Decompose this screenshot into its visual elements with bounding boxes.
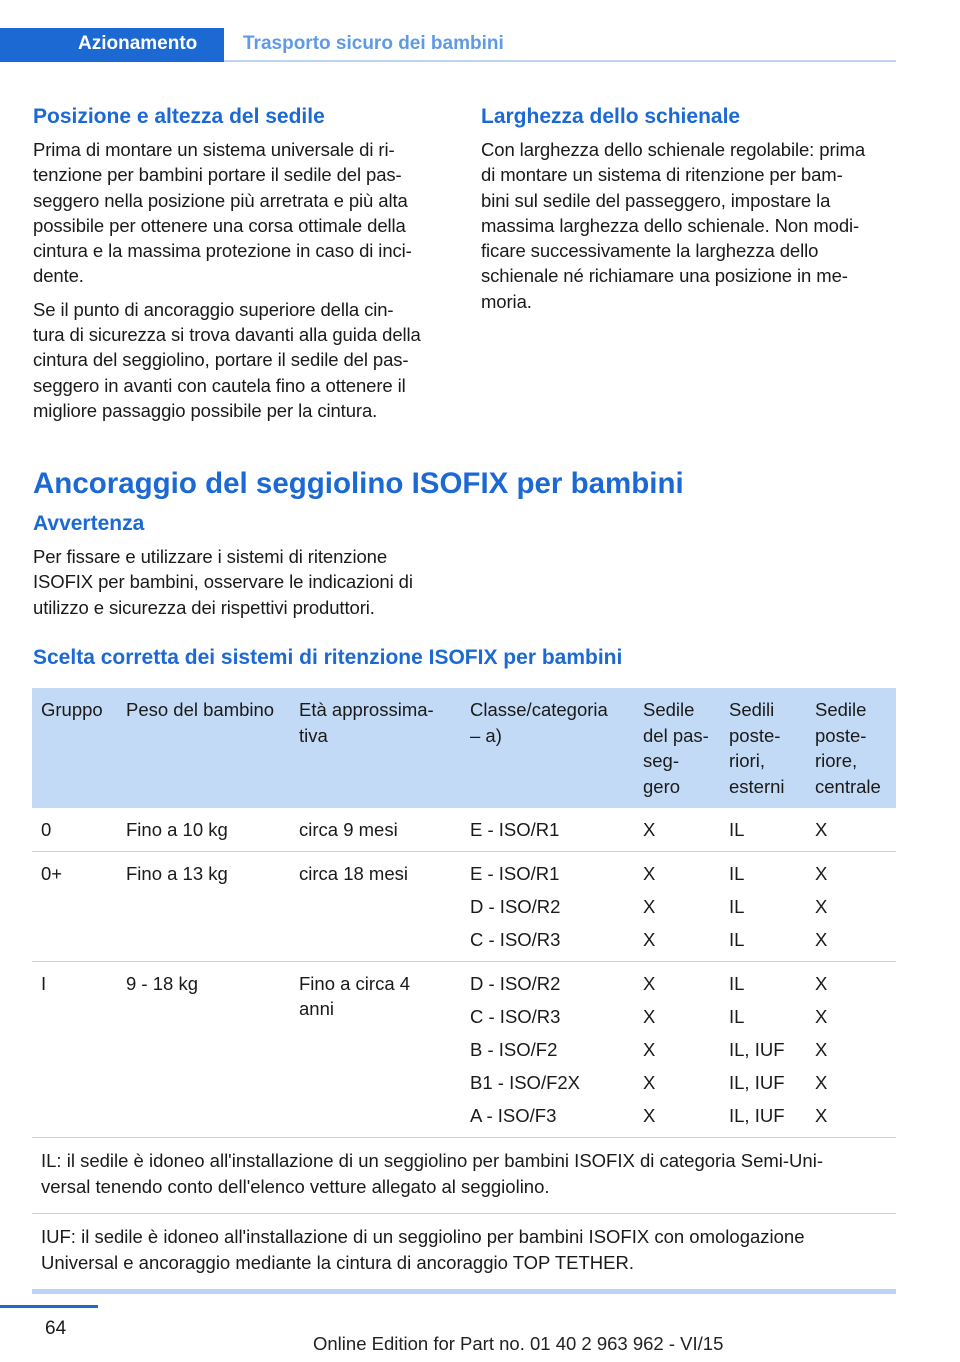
table-cell: Fino a circa 4 anni — [290, 962, 461, 1138]
table-cell: X X X X X — [806, 962, 896, 1138]
backrest-width-paragraph: Con larghezza dello schienale regolabile: prima di montare un sistema di ritenzione per bam- bini sul sedile del passeggero, impostare la massima larghezza dello schienale. Non modi- ficare successivamente la larghezza dello schienale né richiamare una posizione in me- moria. — [481, 139, 866, 312]
header-cell: Sedile del pas- seg- gero — [634, 688, 720, 808]
table-header-row — [32, 688, 896, 808]
table-cell: X X X — [806, 852, 896, 962]
warning-text: Per fissare e utilizzare i sistemi di ritenzione ISOFIX per bambini, osservare le indicazioni di utilizzo e sicurezza dei rispettivi produttori. — [33, 546, 413, 618]
header-cell: Sedili poste- riori, esterni — [720, 688, 806, 808]
header-rule — [224, 60, 896, 62]
table-cell: IL IL IL, IUF IL, IUF IL, IUF — [720, 962, 806, 1138]
right-column — [481, 105, 896, 322]
table-cell: X — [806, 808, 896, 852]
table-cell: D - ISO/R2 C - ISO/R3 B - ISO/F2 B1 - ISO/F2X A - ISO/F3 — [461, 962, 634, 1138]
table-cell: IL IL IL — [720, 852, 806, 962]
header-cell: Sedile poste- riore, centrale — [806, 688, 896, 808]
isofix-table — [32, 688, 896, 1294]
table-cell: Fino a 13 kg — [117, 852, 290, 962]
table-note-row — [32, 1214, 896, 1292]
table-note: IUF: il sedile è idoneo all'installazione di un seggiolino per bambini ISOFIX con omologazione Universal e ancoraggio mediante la cintura di ancoraggio TOP TETHER. — [32, 1214, 896, 1292]
table-cell: 0 — [32, 808, 117, 852]
header-cell: Gruppo — [32, 688, 117, 808]
table-cell: Fino a 10 kg — [117, 808, 290, 852]
header-cell: Peso del bambino — [117, 688, 290, 808]
table-row — [32, 962, 896, 1138]
table-row — [32, 852, 896, 962]
table-cell: I — [32, 962, 117, 1138]
header-cell: Età approssima- tiva — [290, 688, 461, 808]
table-cell: E - ISO/R1 — [461, 808, 634, 852]
seat-position-heading: Posizione e altezza del sedile — [33, 105, 325, 128]
warning-block — [33, 512, 448, 628]
table-cell: X X X X X — [634, 962, 720, 1138]
table-cell: 9 - 18 kg — [117, 962, 290, 1138]
left-column — [33, 105, 448, 431]
header-cell: Classe/categoria – a) — [461, 688, 634, 808]
table-title: Scelta corretta dei sistemi di ritenzione ISOFIX per bambini — [33, 646, 623, 669]
footer-rule — [0, 1305, 98, 1308]
table-cell: E - ISO/R1 D - ISO/R2 C - ISO/R3 — [461, 852, 634, 962]
table-cell: IL — [720, 808, 806, 852]
seat-position-paragraph-1: Prima di montare un sistema universale di ri- tenzione per bambini portare il sedile del pas- seggero nella posizione più arretrata e più alta possibile per ottenere una corsa ottimale della cintura e la massima protezione in caso di inci- dente. — [33, 139, 412, 287]
table-cell: circa 18 mesi — [290, 852, 461, 962]
page-number: 64 — [45, 1318, 67, 1339]
table-cell: circa 9 mesi — [290, 808, 461, 852]
breadcrumb: Trasporto sicuro dei bambini — [243, 33, 504, 54]
backrest-width-heading: Larghezza dello schienale — [481, 105, 741, 128]
warning-heading: Avvertenza — [33, 512, 145, 535]
section-title: Ancoraggio del seggiolino ISOFIX per bambini — [33, 467, 684, 500]
table-row — [32, 808, 896, 852]
edition-text: Online Edition for Part no. 01 40 2 963 962 - VI/15 — [313, 1333, 724, 1354]
table-cell: 0+ — [32, 852, 117, 962]
table-note-row — [32, 1138, 896, 1214]
section-tab: Azionamento — [0, 28, 224, 62]
table-note: IL: il sedile è idoneo all'installazione di un seggiolino per bambini ISOFIX di categoria Semi-Uni- versal tenendo conto dell'elenco vetture allegato al seggiolino. — [32, 1138, 896, 1214]
table-cell: X — [634, 808, 720, 852]
seat-position-paragraph-2: Se il punto di ancoraggio superiore della cin- tura di sicurezza si trova davanti alla guida della cintura del seggiolino, portare il sedile del pas- seggero in avanti con cautela fino a ottenere il migliore passaggio possibile per la cintura. — [33, 298, 421, 421]
table-cell: X X X — [634, 852, 720, 962]
